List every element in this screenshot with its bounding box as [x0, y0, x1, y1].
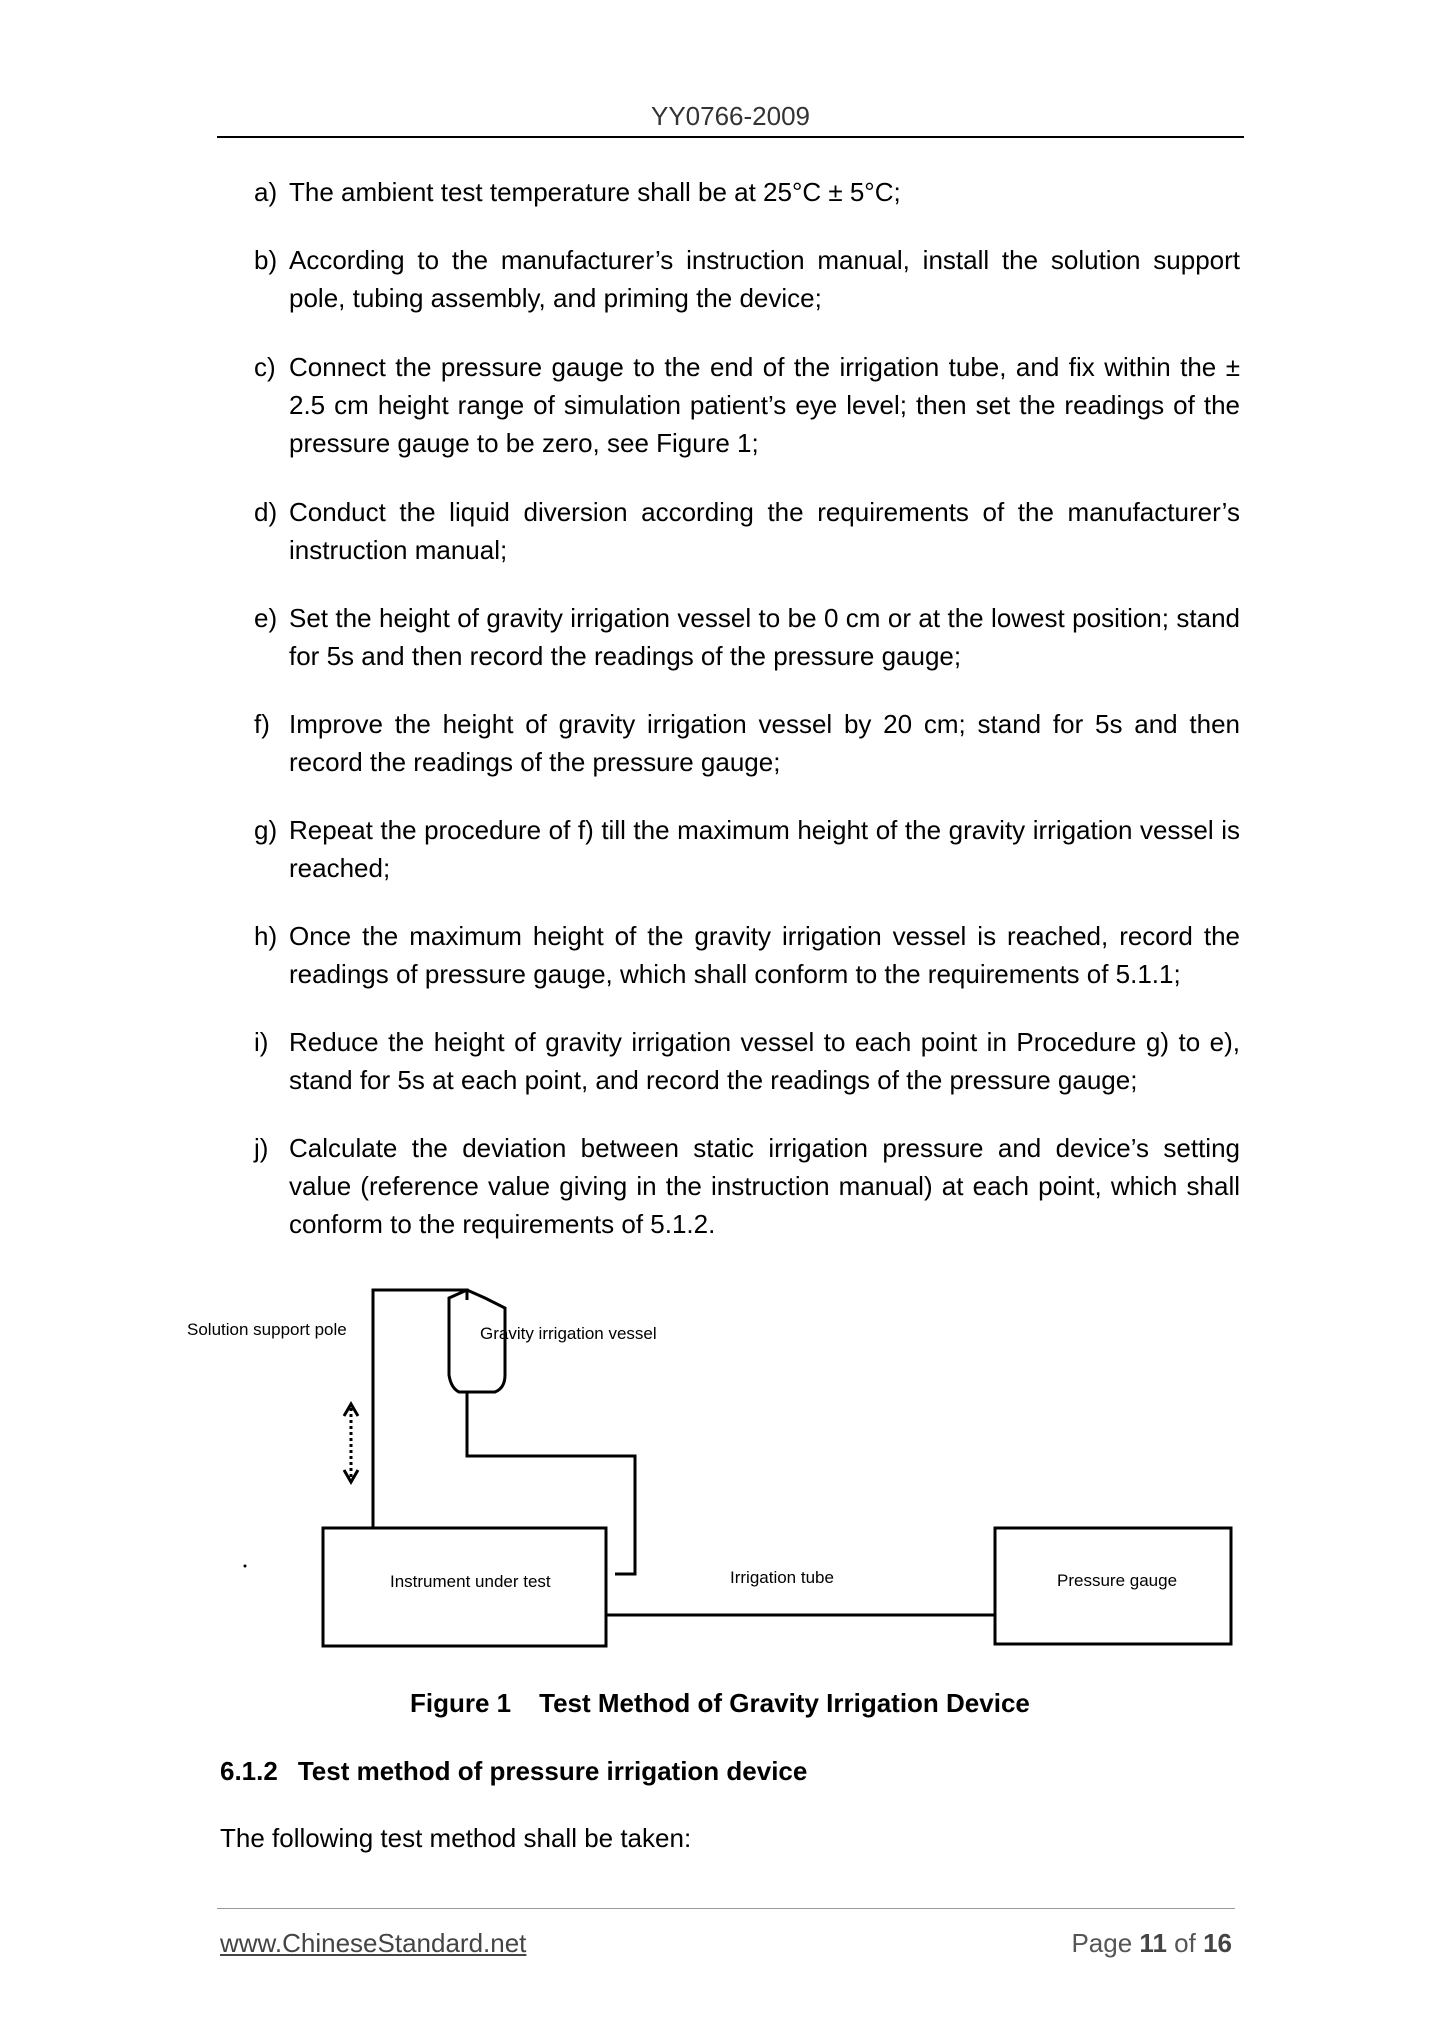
list-item-letter: j)	[254, 1133, 269, 1163]
figure-caption-title: Test Method of Gravity Irrigation Device	[539, 1688, 1030, 1718]
list-item-letter: c)	[254, 352, 276, 382]
list-item-text: Set the height of gravity irrigation vessel to be 0 cm or at the lowest position; stand for 5s and then record the readings of the pressure gauge;	[289, 603, 1240, 671]
list-item	[220, 1129, 1240, 1243]
section-heading	[220, 1756, 807, 1787]
page-number	[1071, 1928, 1232, 1959]
speck	[244, 1565, 247, 1568]
list-item-letter: a)	[254, 177, 278, 207]
support-pole	[373, 1290, 467, 1528]
footer-website-link[interactable]: www.ChineseStandard.net	[220, 1928, 527, 1958]
pole-label: Solution support pole	[187, 1320, 347, 1339]
header-divider	[217, 136, 1244, 138]
list-item-text: Improve the height of gravity irrigation vessel by 20 cm; stand for 5s and then record the readings of the pressure gauge;	[289, 709, 1240, 777]
height-adjust-arrow	[344, 1404, 358, 1482]
page-prefix: Page	[1071, 1928, 1133, 1958]
list-item-text: According to the manufacturer’s instruction manual, install the solution support pole, tubing assembly, and priming the device;	[289, 245, 1240, 313]
list-item	[220, 241, 1240, 317]
list-item-letter: h)	[254, 921, 278, 951]
list-item-letter: i)	[254, 1027, 269, 1057]
gauge-label: Pressure gauge	[1057, 1571, 1178, 1590]
list-item-text: Calculate the deviation between static irrigation pressure and device’s setting value (reference value giving in the instruction manual) at each point, which shall conform to the requirements of 5.1.2.	[289, 1133, 1240, 1239]
figure-caption	[410, 1688, 1030, 1719]
instrument-label: Instrument under test	[390, 1572, 551, 1591]
list-item-letter: g)	[254, 815, 278, 845]
section-title: Test method of pressure irrigation device	[297, 1756, 808, 1786]
list-item-text: Conduct the liquid diversion according the requirements of the manufacturer’s instruction manual;	[289, 497, 1240, 565]
figure-diagram	[175, 1270, 1255, 1660]
vessel-label: Gravity irrigation vessel	[480, 1324, 657, 1343]
list-item	[220, 173, 1240, 211]
list-item-letter: e)	[254, 603, 278, 633]
list-item-letter: d)	[254, 497, 278, 527]
list-item-text: Repeat the procedure of f) till the maximum height of the gravity irrigation vessel is reached;	[289, 815, 1240, 883]
page-header: YY0766-2009	[650, 101, 811, 131]
list-item	[220, 705, 1240, 781]
list-item-letter: b)	[254, 245, 278, 275]
list-item	[220, 811, 1240, 887]
list-item	[220, 599, 1240, 675]
list-item-text: Once the maximum height of the gravity irrigation vessel is reached, record the readings of pressure gauge, which shall conform to the requirements of 5.1.1;	[289, 921, 1240, 989]
figure-caption-number: Figure 1	[410, 1688, 512, 1718]
list-item-text: Connect the pressure gauge to the end of the irrigation tube, and fix within the ± 2.5 cm height range of simulation patient’s eye level; then set the readings of the pressure gauge to be zero, see Figure 1;	[289, 352, 1240, 458]
list-item	[220, 1023, 1240, 1099]
list-item-text: Reduce the height of gravity irrigation vessel to each point in Procedure g) to e), stand for 5s at each point, and record the readings of the pressure gauge;	[289, 1027, 1240, 1095]
tube-label: Irrigation tube	[730, 1568, 834, 1587]
list-item	[220, 917, 1240, 993]
list-item	[220, 348, 1240, 462]
page-of: of	[1174, 1928, 1196, 1958]
footer-divider	[217, 1908, 1235, 1909]
feed-tube	[467, 1410, 635, 1574]
list-item-text: The ambient test temperature shall be at 25°C ± 5°C;	[289, 177, 901, 207]
list-item	[220, 493, 1240, 569]
page-total: 16	[1203, 1928, 1232, 1958]
section-number: 6.1.2	[220, 1756, 278, 1786]
list-item-letter: f)	[254, 709, 270, 739]
page-current: 11	[1139, 1928, 1167, 1958]
body-paragraph: The following test method shall be taken:	[220, 1823, 692, 1853]
